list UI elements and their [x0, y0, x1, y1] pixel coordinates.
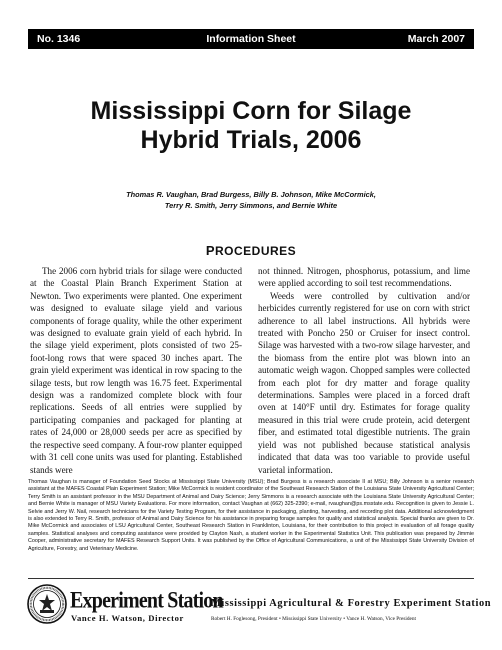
footnote-text: Thomas Vaughan is manager of Foundation Seed Stocks at Mississippi State University (MSU); Brad Burgess is a research associate II at MSU; Billy Johnson is a senior research assistant at the MAFES Coastal Plain Experiment Station; Mike McCormick is resident coordinator of the Southeast Research Station of the Louisiana State University Agricultural Center; Terry Smith is an assistant professor in the MSU Department of Animal and Dairy Science; Jerry Simmons is a research associate with the Louisiana State University Agricultural Center; and Bernie White is manager of MSU Variety Evaluations. For more information, contact Vaughan at (662) 325-2390; e-mail, rvaughan@ps.msstate.edu. Recognition is given to Jessie L. Selvie and Jerry W. Nail, research technicians for the Variety Testing Program, for their assistance in packaging, planting, harvesting, and recording plot data. Additional acknowledgment is also extended to Terry R. Smith, professor of Animal and Dairy Science for his assistance in preparing forage samples for quality and statistical analysis. Special thanks are given to Dr. Mike McCormick and associates of LSU Agricultural Center, Southeast Research Station in Franklinton, Louisiana, for their contribution to this project in evaluation of all forage quality samples. Statistical analyses and computing assistance were provided by Clayton Nash, a student worker in the Experimental Statistics Unit. This publication was prepared by Jimmie Cooper, administrative secretary for MAFES Research Support Units. It was published by the Office of Agricultural Communications, a unit of the Mississippi State University Division of Agriculture, Forestry, and Veterinary Medicine. [28, 479, 474, 552]
page-title [28, 97, 474, 155]
publication-date: March 2007 [407, 33, 465, 45]
section-heading-initial: P [205, 243, 215, 258]
title-line-1: Mississippi Corn for Silage [90, 97, 412, 125]
section-heading-rest: ROCEDURES [214, 244, 297, 258]
publication-type: Information Sheet [206, 33, 296, 45]
publication-number: No. 1346 [37, 33, 81, 45]
authors-line-2: Terry R. Smith, Jerry Simmons, and Bernie White [164, 201, 338, 210]
footer-divider [28, 578, 474, 579]
paragraph-3: Weeds were controlled by cultivation and/or herbicides currently registered for use on corn with strict adherence to all label instructions. All hybrids were treated with Poncho 250 or Cruiser for insect control. Silage was harvested with a two-row silage harvester, and the biomass from the entire plot was blown into an automatic weigh wagon. Chopped samples were collected from each plot for dry matter and forage quality determinations. Samples were placed in a forced draft oven at 140°F until dry. Estimates for forage quality measured in this trial were crude protein, acid detergent fiber, and estimated total digestible nutrients. The grain yield was not published because statistical analysis indicated that data was too variable to provide useful varietal information. [258, 290, 470, 475]
authors-line-1: Thomas R. Vaughan, Brad Burgess, Billy B. Johnson, Mike McCormick, [126, 190, 376, 199]
director-name: Vance H. Watson, Director [71, 613, 184, 623]
author-footnote [28, 479, 474, 553]
officers-line: Robert H. Foglesong, President • Mississippi State University • Vance H. Watson, Vice President [211, 616, 416, 622]
paragraph-1: The 2006 corn hybrid trials for silage were conducted at the Coastal Plain Branch Experiment Station at Newton. Two experiments were planted. One experiment was designed to evaluate silage yield and various components of forage quality, while the other experiment was designed to evaluate grain yield of each hybrid. In the silage yield experiment, plots consisted of two 25-foot-long rows that were spaced 30 inches apart. The grain yield experiment was identical in row spacing to the silage tests, but row length was 16.75 feet. Experimental design was a randomized complete block with four replications. Seeds of all entries were supplied by participating companies and packaged for planting at rates of 24,000 or 28,000 seeds per acre as specified by the respective seed company. A four-row planter equipped with 31 cell cone units was used for planting. Established stands were [30, 266, 242, 475]
paragraph-2: not thinned. Nitrogen, phosphorus, potassium, and lime were applied according to soil test recommendations. [258, 266, 470, 289]
title-line-2: Hybrid Trials, 2006 [140, 126, 362, 154]
header-bar [28, 29, 474, 49]
author-list [28, 189, 474, 211]
body-column-left [30, 265, 242, 476]
experiment-station-logo: Experiment Station [70, 588, 223, 614]
body-column-right [258, 265, 470, 476]
organization-name: Mississippi Agricultural & Forestry Experiment Station [211, 598, 492, 609]
section-heading [28, 243, 474, 258]
mafes-seal-icon [27, 584, 67, 624]
